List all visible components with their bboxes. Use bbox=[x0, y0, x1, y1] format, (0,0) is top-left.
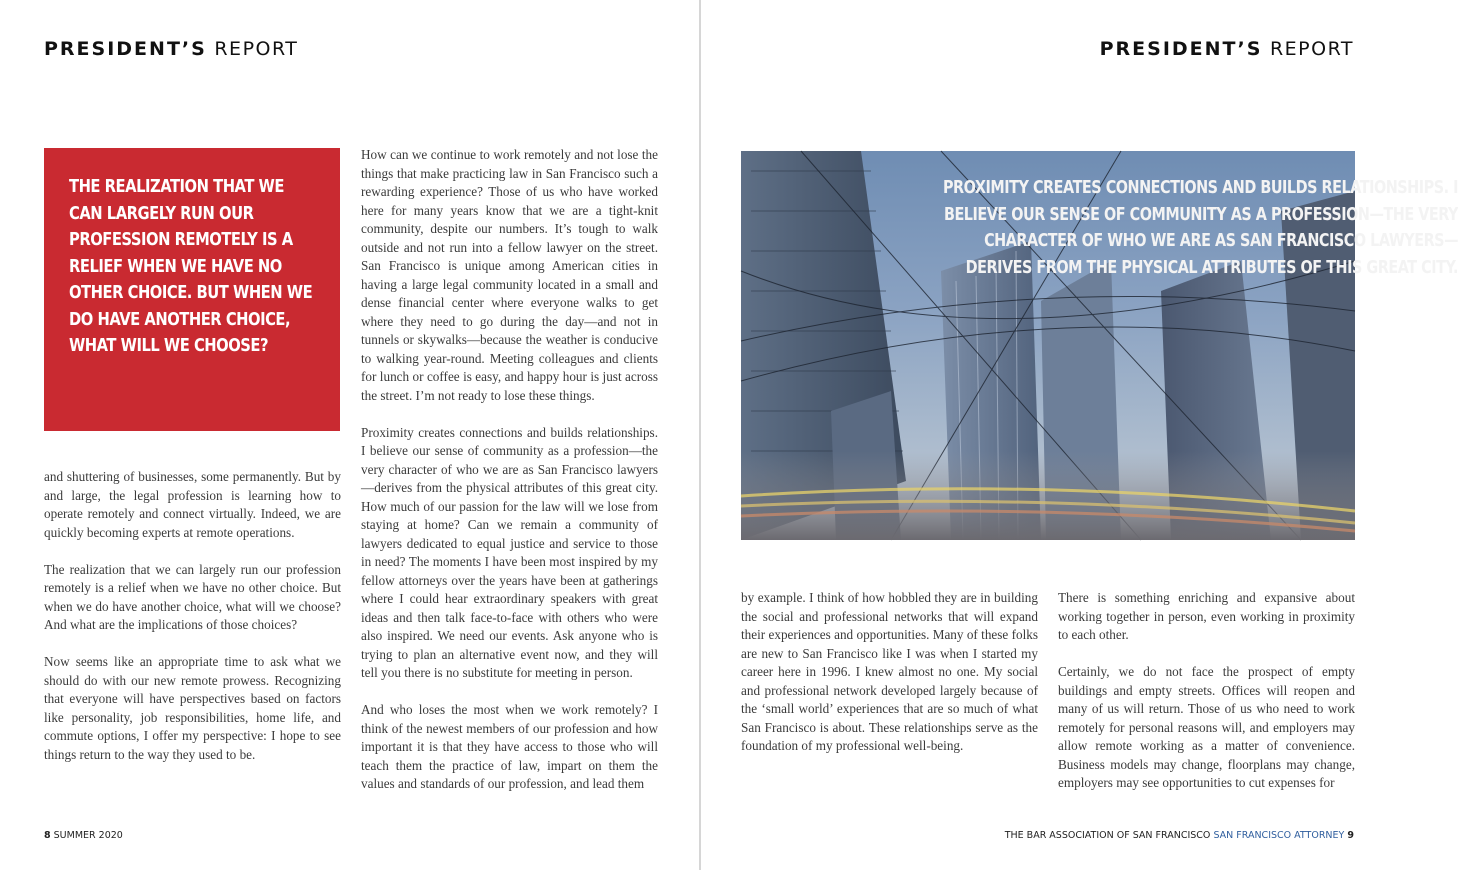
pull-quote-text: THE REALIZATION THAT WE CAN LARGELY RUN OUR PROFESSION REMOTELY IS A RELIEF WHEN WE HAVE NO OTHER CHOICE. BUT WHEN WE DO HAVE ANOTHER CHOICE, WHAT WILL WE CHOOSE? bbox=[69, 176, 313, 356]
paragraph: Now seems like an appropriate time to ask what we should do with our new remote prowess. Recognizing that everyone will have perspectives based on factors like personality, job responsibilities, home life, and commute options, I offer my perspective: I hope to see things return to the way they used to be. bbox=[44, 654, 341, 762]
paragraph: Certainly, we do not face the prospect of empty buildings and empty streets. Offices will reopen and many of us will return. Those of us who need to work remotely for personal reasons will, and employers may allow remote working as a matter of convenience. Business models may change, floorplans may change, employers may see opportunities to cut expenses for bbox=[1058, 664, 1355, 790]
header-light: REPORT bbox=[1269, 38, 1354, 60]
paragraph: and shuttering of businesses, some permanently. But by and large, the legal profession is learning how to operate remotely and connect virtually. Indeed, we are quickly becoming experts at remote operations. bbox=[44, 469, 341, 540]
publication-label: SAN FRANCISCO ATTORNEY bbox=[1213, 830, 1345, 841]
paragraph: And who loses the most when we work remotely? I think of the newest members of our profession and how important it is that they have access to those who will teach them the practice of law, impart on them the values and standards of our profession, and lead them bbox=[361, 702, 658, 791]
issue-label: SUMMER 2020 bbox=[53, 830, 123, 841]
header-bold: PRESIDENT’S bbox=[44, 38, 207, 60]
right-column-2 bbox=[1058, 589, 1355, 793]
page-number: 9 bbox=[1347, 830, 1354, 841]
page-number: 8 bbox=[44, 830, 51, 841]
left-column-1 bbox=[44, 468, 341, 764]
paragraph: The realization that we can largely run our profession remotely is a relief when we have no other choice. But when we do have another choice, what will we choose? And what are the implications of those choices? bbox=[44, 561, 341, 632]
section-header bbox=[44, 38, 298, 60]
header-light: REPORT bbox=[214, 38, 299, 60]
right-footer bbox=[1005, 830, 1354, 841]
section-header bbox=[1100, 38, 1354, 60]
paragraph: by example. I think of how hobbled they are in building the social and professional networks that will expand their experiences and opportunities. Many of these folks are new to San Francisco like I was when I started my career here in 1996. I knew almost no one. My social and professional network developed largely because of the ‘small world’ experiences that are so much of what San Francisco is about. These relationships serve as the foundation of my professional well-being. bbox=[741, 590, 1038, 753]
left-page bbox=[0, 0, 700, 870]
header-bold: PRESIDENT’S bbox=[1099, 38, 1263, 60]
pull-quote-box bbox=[44, 148, 340, 431]
right-page bbox=[701, 0, 1458, 870]
photo-pull-quote bbox=[808, 175, 1458, 281]
left-footer bbox=[44, 830, 123, 841]
paragraph: How can we continue to work remotely and not lose the things that make practicing law in San Francisco such a rewarding experience? Those of us who have worked here for many years know that we are a tight-knit community, despite our numbers. It’s tough to walk outside and not run into a fellow lawyer on the street. San Francisco is unique among American cities in having a large legal community located in a small and dense financial center where everyone walks to get where they need to go during the day—and not in tunnels or skywalks—because the weather is conducive to walking year-round. Meeting colleagues and clients for lunch or coffee is easy, and happy hour is just across the street. I’m not ready to lose these things. bbox=[361, 147, 658, 403]
paragraph: Proximity creates connections and builds relationships. I believe our sense of community as a profession—the very character of who we are as San Francisco lawyers—derives from the physical attributes of this great city. How much of our passion for the law will we lose from staying at home? Can we remain a community of lawyers dedicated to equal justice and service to those in need? The moments I have been most inspired by my fellow attorneys over the years have been at gatherings where I could hear extraordinary speakers with great ideas and then talk face-to-face with others who were also inspired. We need our events. Ask anyone who is trying to plan an alternative event now, and they will tell you there is no substitute for meeting in person. bbox=[361, 424, 658, 680]
association-label: THE BAR ASSOCIATION OF SAN FRANCISCO bbox=[1004, 830, 1211, 841]
paragraph: There is something enriching and expansive about working together in person, even working in proximity to each other. bbox=[1058, 590, 1355, 642]
skyscraper-photo bbox=[741, 151, 1458, 540]
right-column-1 bbox=[741, 589, 1038, 756]
photo-pull-quote-text: PROXIMITY CREATES CONNECTIONS AND BUILDS RELATIONSHIPS. I BELIEVE OUR SENSE OF COMMUNITY AS A PROFESSION—THE VERY CHARACTER OF WHO WE ARE AS SAN FRANCISCO LAWYERS—DERIVES FROM THE PHYSICAL ATTRIBUTES OF THIS GREAT CITY. bbox=[942, 177, 1458, 278]
left-column-2 bbox=[361, 146, 658, 794]
